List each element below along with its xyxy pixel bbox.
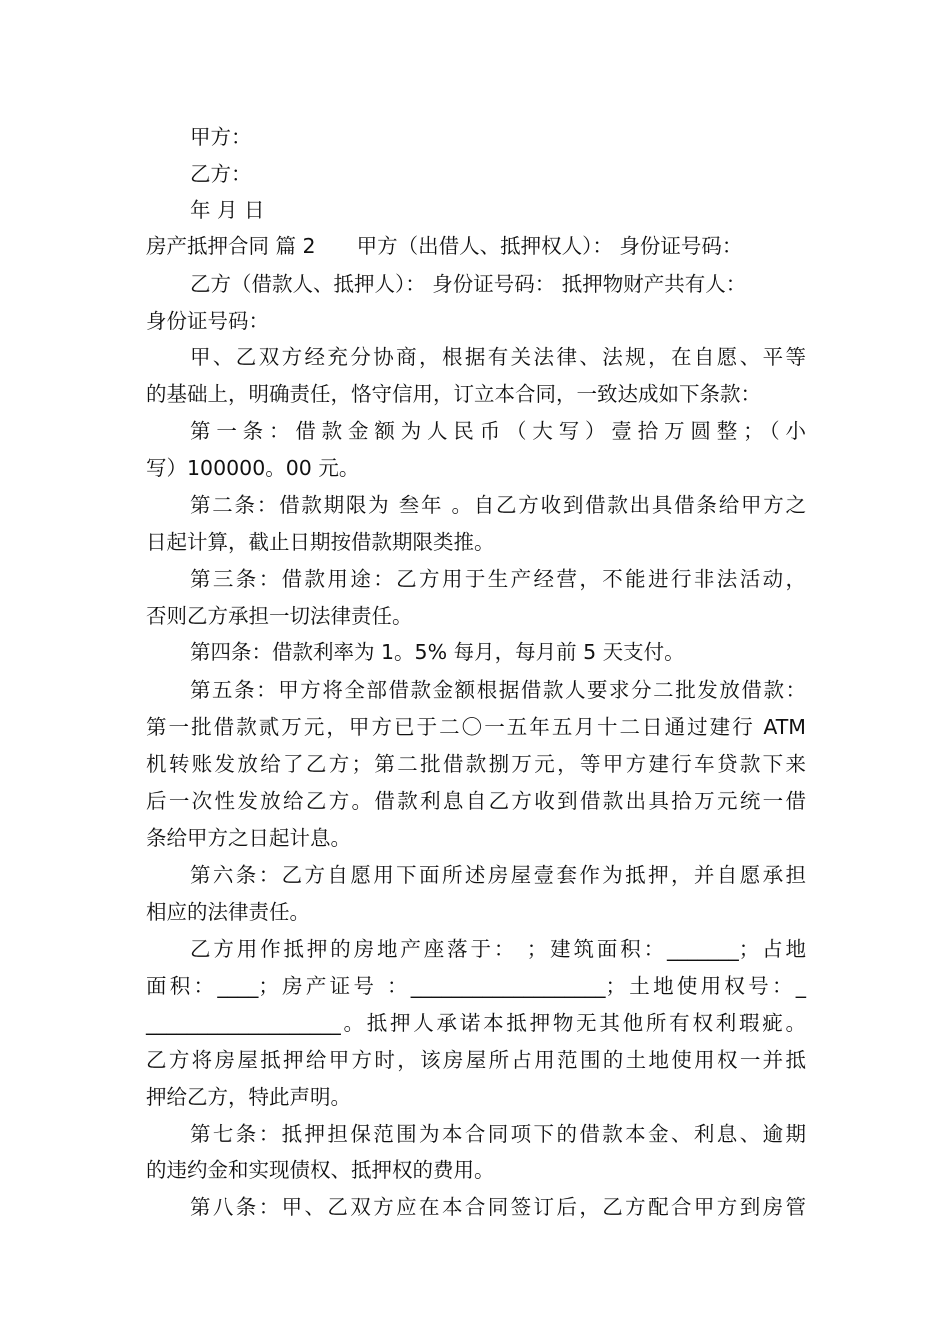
clause-3-line: 第三条：借款用途：乙方用于生产经营，不能进行非法活动， (190, 567, 806, 591)
contract-heading: 房产抵押合同 篇 2 甲方（出借人、抵押权人）： 身份证号码： (146, 234, 743, 258)
property-line: 面积：____；房产证号 ：___________________；土地使用权号：_ (146, 974, 806, 998)
signature-party-b: 乙方： (190, 162, 252, 186)
clause-5-line: 后一次性发放给乙方。借款利息自乙方收到借款出具拾万元统一借 (146, 789, 806, 813)
property-line: ___________________。抵押人承诺本抵押物无其他所有权利瑕疵。 (146, 1011, 806, 1035)
party-b-line: 乙方（借款人、抵押人）： 身份证号码： 抵押物财产共有人： (190, 272, 747, 296)
clause-5-line: 条给甲方之日起计息。 (146, 826, 351, 850)
property-line: 押给乙方，特此声明。 (146, 1085, 351, 1109)
signature-party-a: 甲方： (190, 125, 252, 149)
clause-2-line: 第二条：借款期限为 叁年 。自乙方收到借款出具借条给甲方之 (190, 493, 806, 517)
property-line: 乙方用作抵押的房地产座落于： ；建筑面积：_______；占地 (190, 937, 806, 961)
signature-date: 年 月 日 (190, 198, 265, 222)
id-number-line: 身份证号码： (146, 309, 269, 333)
preamble-line: 的基础上，明确责任，恪守信用，订立本合同，一致达成如下条款： (146, 382, 761, 406)
clause-4-line: 第四条：借款利率为 1。5% 每月，每月前 5 天支付。 (190, 640, 685, 664)
clause-1-line: 第一条：借款金额为人民币（大写）壹拾万圆整；（小 (190, 419, 806, 443)
clause-2-line: 日起计算，截止日期按借款期限类推。 (146, 530, 495, 554)
clause-5-line: 机转账发放给了乙方；第二批借款捌万元，等甲方建行车贷款下来 (146, 752, 806, 776)
clause-3-line: 否则乙方承担一切法律责任。 (146, 604, 413, 628)
clause-7-line: 的违约金和实现债权、抵押权的费用。 (146, 1158, 495, 1182)
clause-6-line: 相应的法律责任。 (146, 900, 310, 924)
clause-5-line: 第五条：甲方将全部借款金额根据借款人要求分二批发放借款： (190, 678, 806, 702)
clause-8-line: 第八条：甲、乙双方应在本合同签订后，乙方配合甲方到房管 (190, 1195, 806, 1219)
clause-7-line: 第七条：抵押担保范围为本合同项下的借款本金、利息、逾期 (190, 1122, 806, 1146)
clause-5-line: 第一批借款贰万元，甲方已于二〇一五年五月十二日通过建行 ATM (146, 715, 806, 739)
clause-6-line: 第六条：乙方自愿用下面所述房屋壹套作为抵押，并自愿承担 (190, 863, 806, 887)
clause-1-line: 写）100000。00 元。 (146, 456, 360, 480)
preamble-line: 甲、乙双方经充分协商，根据有关法律、法规，在自愿、平等 (190, 345, 806, 369)
property-line: 乙方将房屋抵押给甲方时，该房屋所占用范围的土地使用权一并抵 (146, 1048, 806, 1072)
